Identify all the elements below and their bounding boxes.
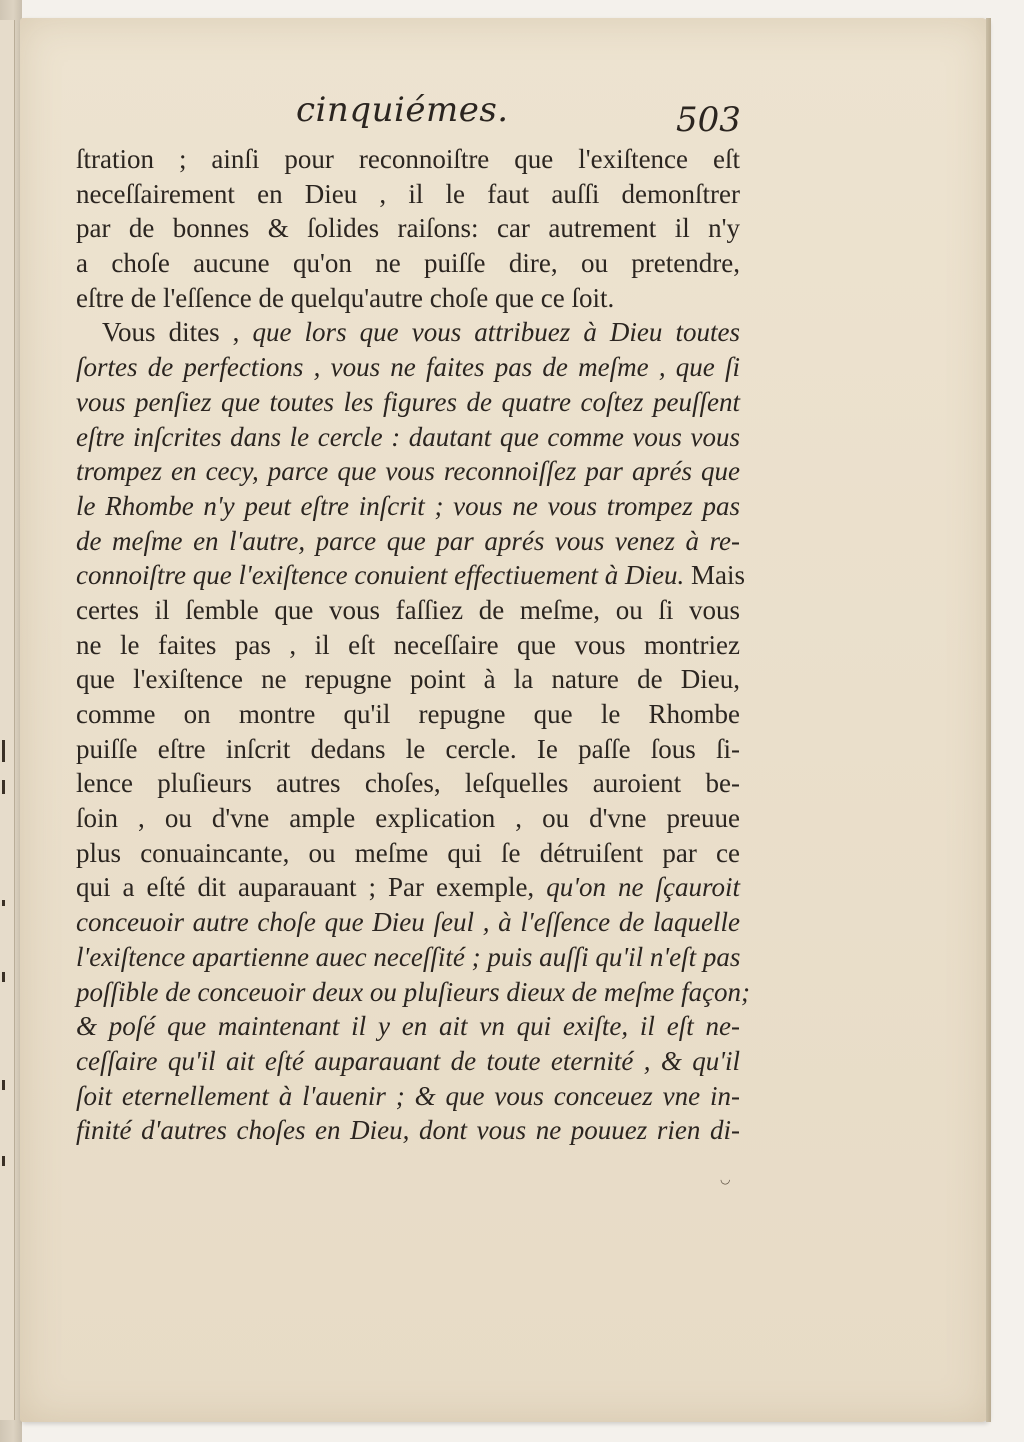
italic-run: l'exiſtence apartienne auec neceſſité ; puis auſſi qu'il n'eſt pas bbox=[76, 941, 741, 972]
text-line bbox=[76, 489, 740, 524]
text-line bbox=[76, 420, 740, 455]
italic-run: le Rhombe n'y peut eſtre inſcrit ; vous ne vous trompez pas bbox=[76, 490, 740, 521]
text-line bbox=[76, 593, 740, 628]
roman-run: qui a eſté dit auparauant ; Par exemple, bbox=[76, 872, 547, 903]
text-line bbox=[76, 697, 740, 732]
italic-run: poſſible de conceuoir deux ou pluſieurs dieux de meſme façon; bbox=[76, 976, 751, 1007]
italic-run: trompez en cecy, parce que vous reconnoiſſez par aprés que bbox=[76, 456, 740, 487]
roman-run: eſtre de l'eſſence de quelqu'autre choſe que ce ſoit. bbox=[76, 282, 615, 313]
roman-run: certes il ſemble que vous faſſiez de meſme, ou ſi vous bbox=[76, 594, 740, 625]
roman-run: ſtration ; ainſi pour reconnoiſtre que l'exiſtence eſt bbox=[76, 144, 740, 174]
edge-ink-mark bbox=[2, 972, 5, 982]
roman-run: plus conuaincante, ou meſme qui ſe détruiſent par ce bbox=[76, 837, 740, 868]
page-number: 503 bbox=[676, 100, 741, 140]
text-line bbox=[76, 558, 746, 593]
roman-run: ſoin , ou d'vne ample explication , ou d'vne preuue bbox=[76, 803, 740, 834]
roman-run: Vous dites , bbox=[102, 317, 253, 348]
text-line bbox=[76, 801, 740, 836]
edge-ink-mark bbox=[2, 900, 5, 906]
running-head: cinquiémes. bbox=[296, 90, 509, 130]
text-line bbox=[76, 1113, 740, 1148]
text-line bbox=[76, 142, 740, 177]
text-line bbox=[76, 662, 740, 697]
italic-run: qu'on ne ſçauroit bbox=[546, 872, 740, 903]
roman-run: par de bonnes & ſolides raiſons: car autrement il n'y bbox=[76, 213, 740, 244]
italic-run: eſtre inſcrites dans le cercle : dautant que comme vous vous bbox=[76, 421, 740, 452]
text-line bbox=[76, 766, 740, 801]
text-line bbox=[76, 1044, 740, 1079]
catchword-mark: ◡ bbox=[720, 1172, 731, 1186]
text-line bbox=[76, 732, 740, 767]
italic-run: conceuoir autre choſe que Dieu ſeul , à l'eſſence de laquelle bbox=[76, 907, 740, 938]
edge-ink-mark bbox=[2, 740, 5, 762]
text-line bbox=[76, 350, 740, 385]
roman-run: neceſſairement en Dieu , il le faut auſſi demonſtrer bbox=[76, 178, 740, 209]
text-line bbox=[76, 905, 740, 940]
italic-run: ceſſaire qu'il ait eſté auparauant de toute eternité , & qu'il bbox=[76, 1045, 740, 1076]
text-line bbox=[76, 177, 740, 212]
text-line bbox=[76, 975, 751, 1010]
text-line bbox=[76, 836, 740, 871]
text-line bbox=[76, 1009, 740, 1044]
text-line bbox=[76, 940, 740, 975]
italic-run: vous penſiez que toutes les figures de quatre coſtez peuſſent bbox=[76, 386, 740, 417]
text-line bbox=[76, 211, 740, 246]
text-line bbox=[76, 246, 740, 281]
text-line bbox=[76, 1079, 740, 1114]
italic-run: ſoit eternellement à l'auenir ; & que vous conceuez vne in- bbox=[76, 1080, 740, 1111]
italic-run: & poſé que maintenant il y en ait vn qui exiſte, il eſt ne- bbox=[76, 1011, 740, 1042]
text-line bbox=[76, 454, 740, 489]
text-line bbox=[76, 524, 740, 559]
italic-run: que lors que vous attribuez à Dieu toutes bbox=[252, 317, 740, 348]
roman-run: a choſe aucune qu'on ne puiſſe dire, ou pretendre, bbox=[76, 248, 740, 279]
edge-ink-mark bbox=[2, 780, 5, 794]
text-line bbox=[76, 385, 740, 420]
italic-run: ſortes de perfections , vous ne faites pas de meſme , que ſi bbox=[76, 352, 740, 383]
roman-run: Mais bbox=[691, 560, 746, 591]
text-line bbox=[76, 628, 740, 663]
text-line bbox=[76, 870, 740, 905]
edge-ink-mark bbox=[2, 1156, 5, 1166]
previous-page-strip bbox=[0, 20, 15, 1420]
edge-ink-mark bbox=[2, 1080, 5, 1090]
roman-run: ne le faites pas , il eſt neceſſaire que vous montriez bbox=[76, 629, 740, 660]
page-right-edge bbox=[986, 18, 991, 1422]
text-line bbox=[76, 315, 740, 350]
roman-run: lence pluſieurs autres choſes, leſquelles auroient be- bbox=[76, 768, 740, 799]
body-text bbox=[76, 142, 751, 1148]
italic-run: de meſme en l'autre, parce que par aprés vous venez à re- bbox=[76, 525, 740, 556]
roman-run: que l'exiſtence ne repugne point à la nature de Dieu, bbox=[76, 664, 740, 695]
text-line bbox=[76, 281, 740, 316]
roman-run: puiſſe eſtre inſcrit dedans le cercle. Ie paſſe ſous ſi- bbox=[76, 733, 740, 764]
roman-run: comme on montre qu'il repugne que le Rhombe bbox=[76, 699, 740, 729]
italic-run: finité d'autres choſes en Dieu, dont vous ne pouuez rien di- bbox=[76, 1115, 740, 1146]
italic-run: connoiſtre que l'exiſtence conuient effectiuement à Dieu. bbox=[76, 560, 692, 591]
